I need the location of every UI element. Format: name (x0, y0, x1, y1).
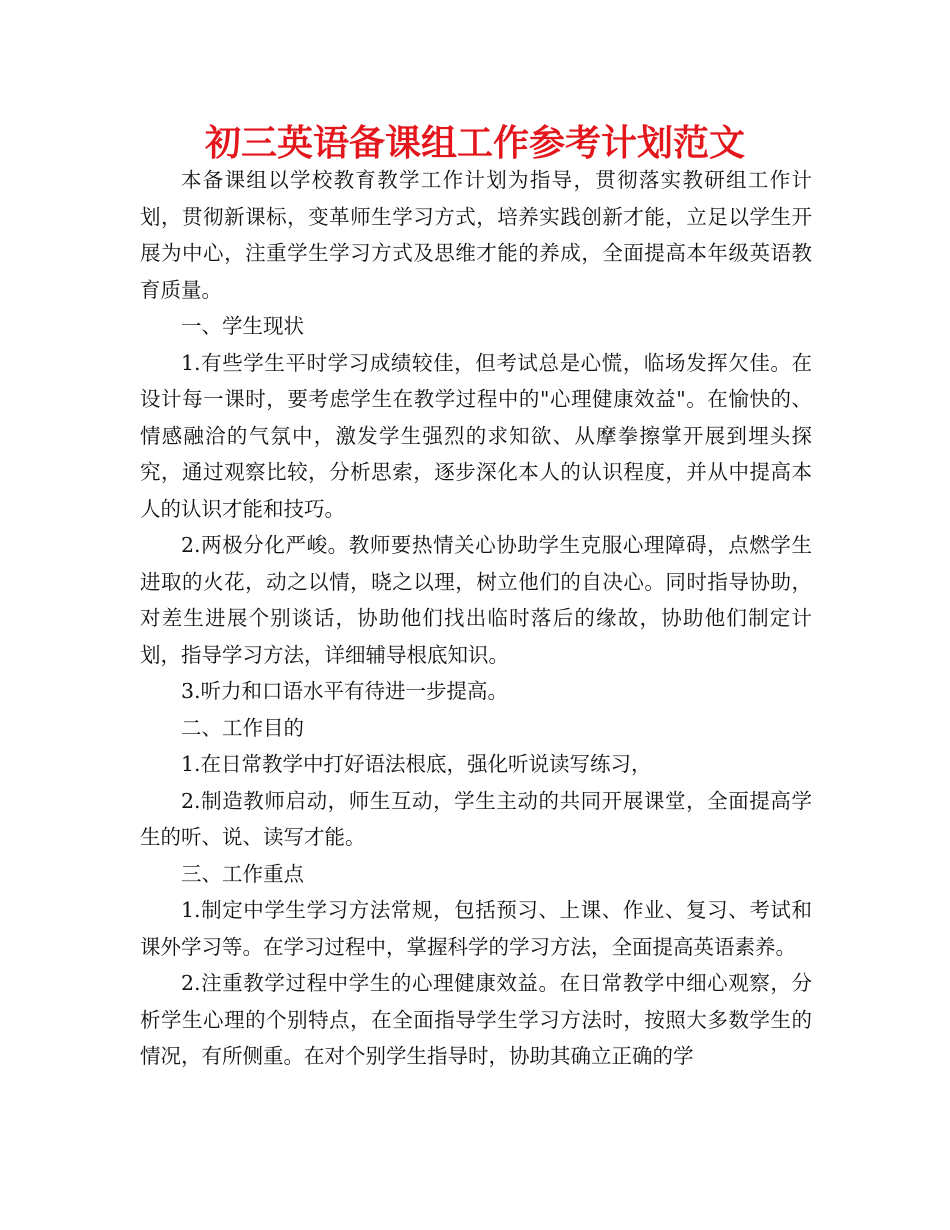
paragraph-intro: 本备课组以学校教育教学工作计划为指导，贯彻落实教研组工作计划，贯彻新课标，变革师生学习方式，培养实践创新才能，立足以学生开展为中心，注重学生学习方式及思维才能的养成，全面提高本年级英语教育质量。 (140, 168, 812, 302)
section-heading-student-status: 一、学生现状 (181, 314, 304, 338)
section-heading-work-focus: 三、工作重点 (181, 861, 304, 886)
paragraph-goal-1: 1.在日常教学中打好语法根底，强化听说读写练习， (181, 752, 652, 776)
paragraph-goal-2: 2.制造教师启动，师生互动，学生主动的共同开展课堂，全面提高学生的听、说、读写才能。 (140, 788, 812, 849)
paragraph-status-3: 3.听力和口语水平有待进一步提高。 (181, 679, 509, 703)
section-heading-work-goals: 二、工作目的 (181, 715, 304, 740)
paragraph-status-1: 1.有些学生平时学习成绩较佳，但考试总是心慌，临场发挥欠佳。在设计每一课时，要考虑学生在教学过程中的"心理健康效益"。在愉快的、情感融洽的气氛中，激发学生强烈的求知欲、从摩拳擦掌开展到埋头探究，通过观察比较，分析思索，逐步深化本人的认识程度，并从中提高本人的认识才能和技巧。 (140, 350, 812, 521)
paragraph-status-2: 2.两极分化严峻。教师要热情关心协助学生克服心理障碍，点燃学生进取的火花，动之以情，晓之以理，树立他们的自决心。同时指导协助，对差生进展个别谈话，协助他们找出临时落后的缘故，协助他们制定计划，指导学习方法，详细辅导根底知识。 (140, 533, 812, 667)
document-title: 初三英语备课组工作参考计划范文 (204, 123, 745, 164)
document-body (140, 162, 812, 1075)
paragraph-focus-1: 1.制定中学生学习方法常规，包括预习、上课、作业、复习、考试和课外学习等。在学习过程中，掌握科学的学习方法，全面提高英语素养。 (140, 898, 812, 959)
paragraph-focus-2: 2.注重教学过程中学生的心理健康效益。在日常教学中细心观察，分析学生心理的个别特点，在全面指导学生学习方法时，按照大多数学生的情况，有所侧重。在对个别学生指导时，协助其确立正确的学 (140, 971, 812, 1068)
